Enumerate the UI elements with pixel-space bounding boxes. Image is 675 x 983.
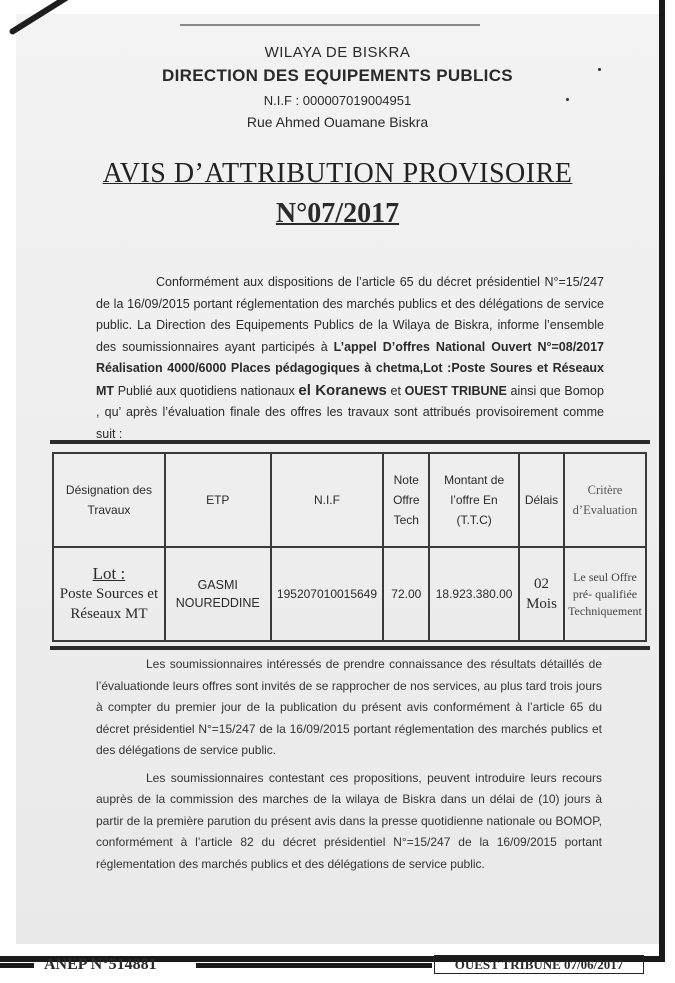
cell-nif: 195207010015649 — [271, 547, 384, 641]
footer-source: OUEST TRIBUNE 07/06/2017 — [434, 955, 644, 974]
table-row — [53, 547, 646, 641]
table-header-row — [53, 453, 646, 547]
notice-title-text: AVIS D’ATTRIBUTION PROVISOIRE — [102, 158, 573, 189]
intro-and: et — [390, 383, 401, 398]
notice-number-text: N°07/2017 — [275, 198, 400, 229]
header-etp: ETP — [165, 453, 271, 547]
header-montant: Montant de l’offre En (T.T.C) — [429, 453, 519, 547]
header-designation: Désignation des Travaux — [53, 453, 165, 547]
table-bottom-rule — [50, 646, 650, 650]
intro-text-1: Conformément aux dispositions de l’article 65 du décret présidentiel N°=15/247 de la 16/09/2015 portant réglementation des marchés publics et des délégations de service public. La Direction des Equipements Publics de la Wilaya de Biskra, informe l’ensemble des soumissionnaires ayant participés à — [96, 275, 604, 354]
header-nif: N.I.F : 000007019004951 — [263, 93, 412, 108]
lot-label: Lot : — [92, 564, 126, 583]
appeal-paragraph: Les soumissionnaires contestant ces propositions, peuvent introduire leurs recours auprès de la commission des marches de la wilaya de Biskra dans un délai de (10) jours à partir de la première parution du présent avis dans la presse quotidienne nationale ou BOMOP, conformément à l’article 82 du décret présidentiel N°=15/247 de la 16/09/2015 portant réglementation des marchés publics et des délégations de service public. — [96, 770, 602, 871]
cell-designation — [53, 547, 165, 641]
header-note: Note Offre Tech — [383, 453, 429, 547]
footer-rule — [196, 963, 432, 968]
top-rule — [180, 24, 480, 26]
newspaper-2: OUEST TRIBUNE — [404, 383, 507, 398]
header-critere: Critère d’Evaluation — [564, 453, 646, 547]
newspaper-1: el Koranews — [298, 381, 387, 399]
intro-paragraph — [96, 272, 604, 445]
tender-reference: L’appel D’offres National Ouvert N°=08/2017 Réalisation 4000/6000 Places pédagogiques à chetma,Lot :Poste Soures et Réseaux MT — [96, 339, 604, 398]
results-paragraph: Les soumissionnaires intéressés de prendre connaissance des résultats détaillés de l’évaluationde leurs offres sont invités de se rapprocher de nos services, au plus tard trois jours à compter du premier jour de la publication du présent avis conformément à l’article 65 du décret présidentiel N°=15/247 de la 16/09/2015 portant réglementation des marchés publics et des délégations de service public. — [96, 657, 602, 757]
cell-delais: 02 Mois — [519, 547, 564, 641]
intro-text-2: Publié aux quotidiens nationaux — [117, 383, 295, 398]
header-direction: DIRECTION DES EQUIPEMENTS PUBLICS — [162, 66, 513, 85]
footer-rule-left — [0, 963, 34, 968]
notice-title — [0, 158, 675, 190]
header-delais: Délais — [519, 453, 564, 547]
header-address: Rue Ahmed Ouamane Biskra — [246, 114, 429, 130]
notice-number — [0, 198, 675, 230]
cell-note: 72.00 — [383, 547, 429, 641]
cell-etp: GASMI NOUREDDINE — [165, 547, 271, 641]
award-table — [52, 452, 647, 642]
header-nif: N.I.F — [271, 453, 384, 547]
lot-description: Poste Sources et Réseaux MT — [59, 586, 159, 622]
cell-montant: 18.923.380.00 — [429, 547, 519, 641]
intro-text-3: ainsi que Bomop , qu’ après l’évaluation finale des offres les travaux sont attribués provisoirement comme suit : — [96, 383, 604, 441]
table-top-rule — [50, 440, 650, 444]
header-wilaya: WILAYA DE BISKRA — [264, 44, 411, 61]
footer-anep: ANEP N°514881 — [44, 956, 157, 973]
body-paragraphs — [96, 654, 602, 881]
cell-critere: Le seul Offre pré- qualifiée Techniquement — [564, 547, 646, 641]
